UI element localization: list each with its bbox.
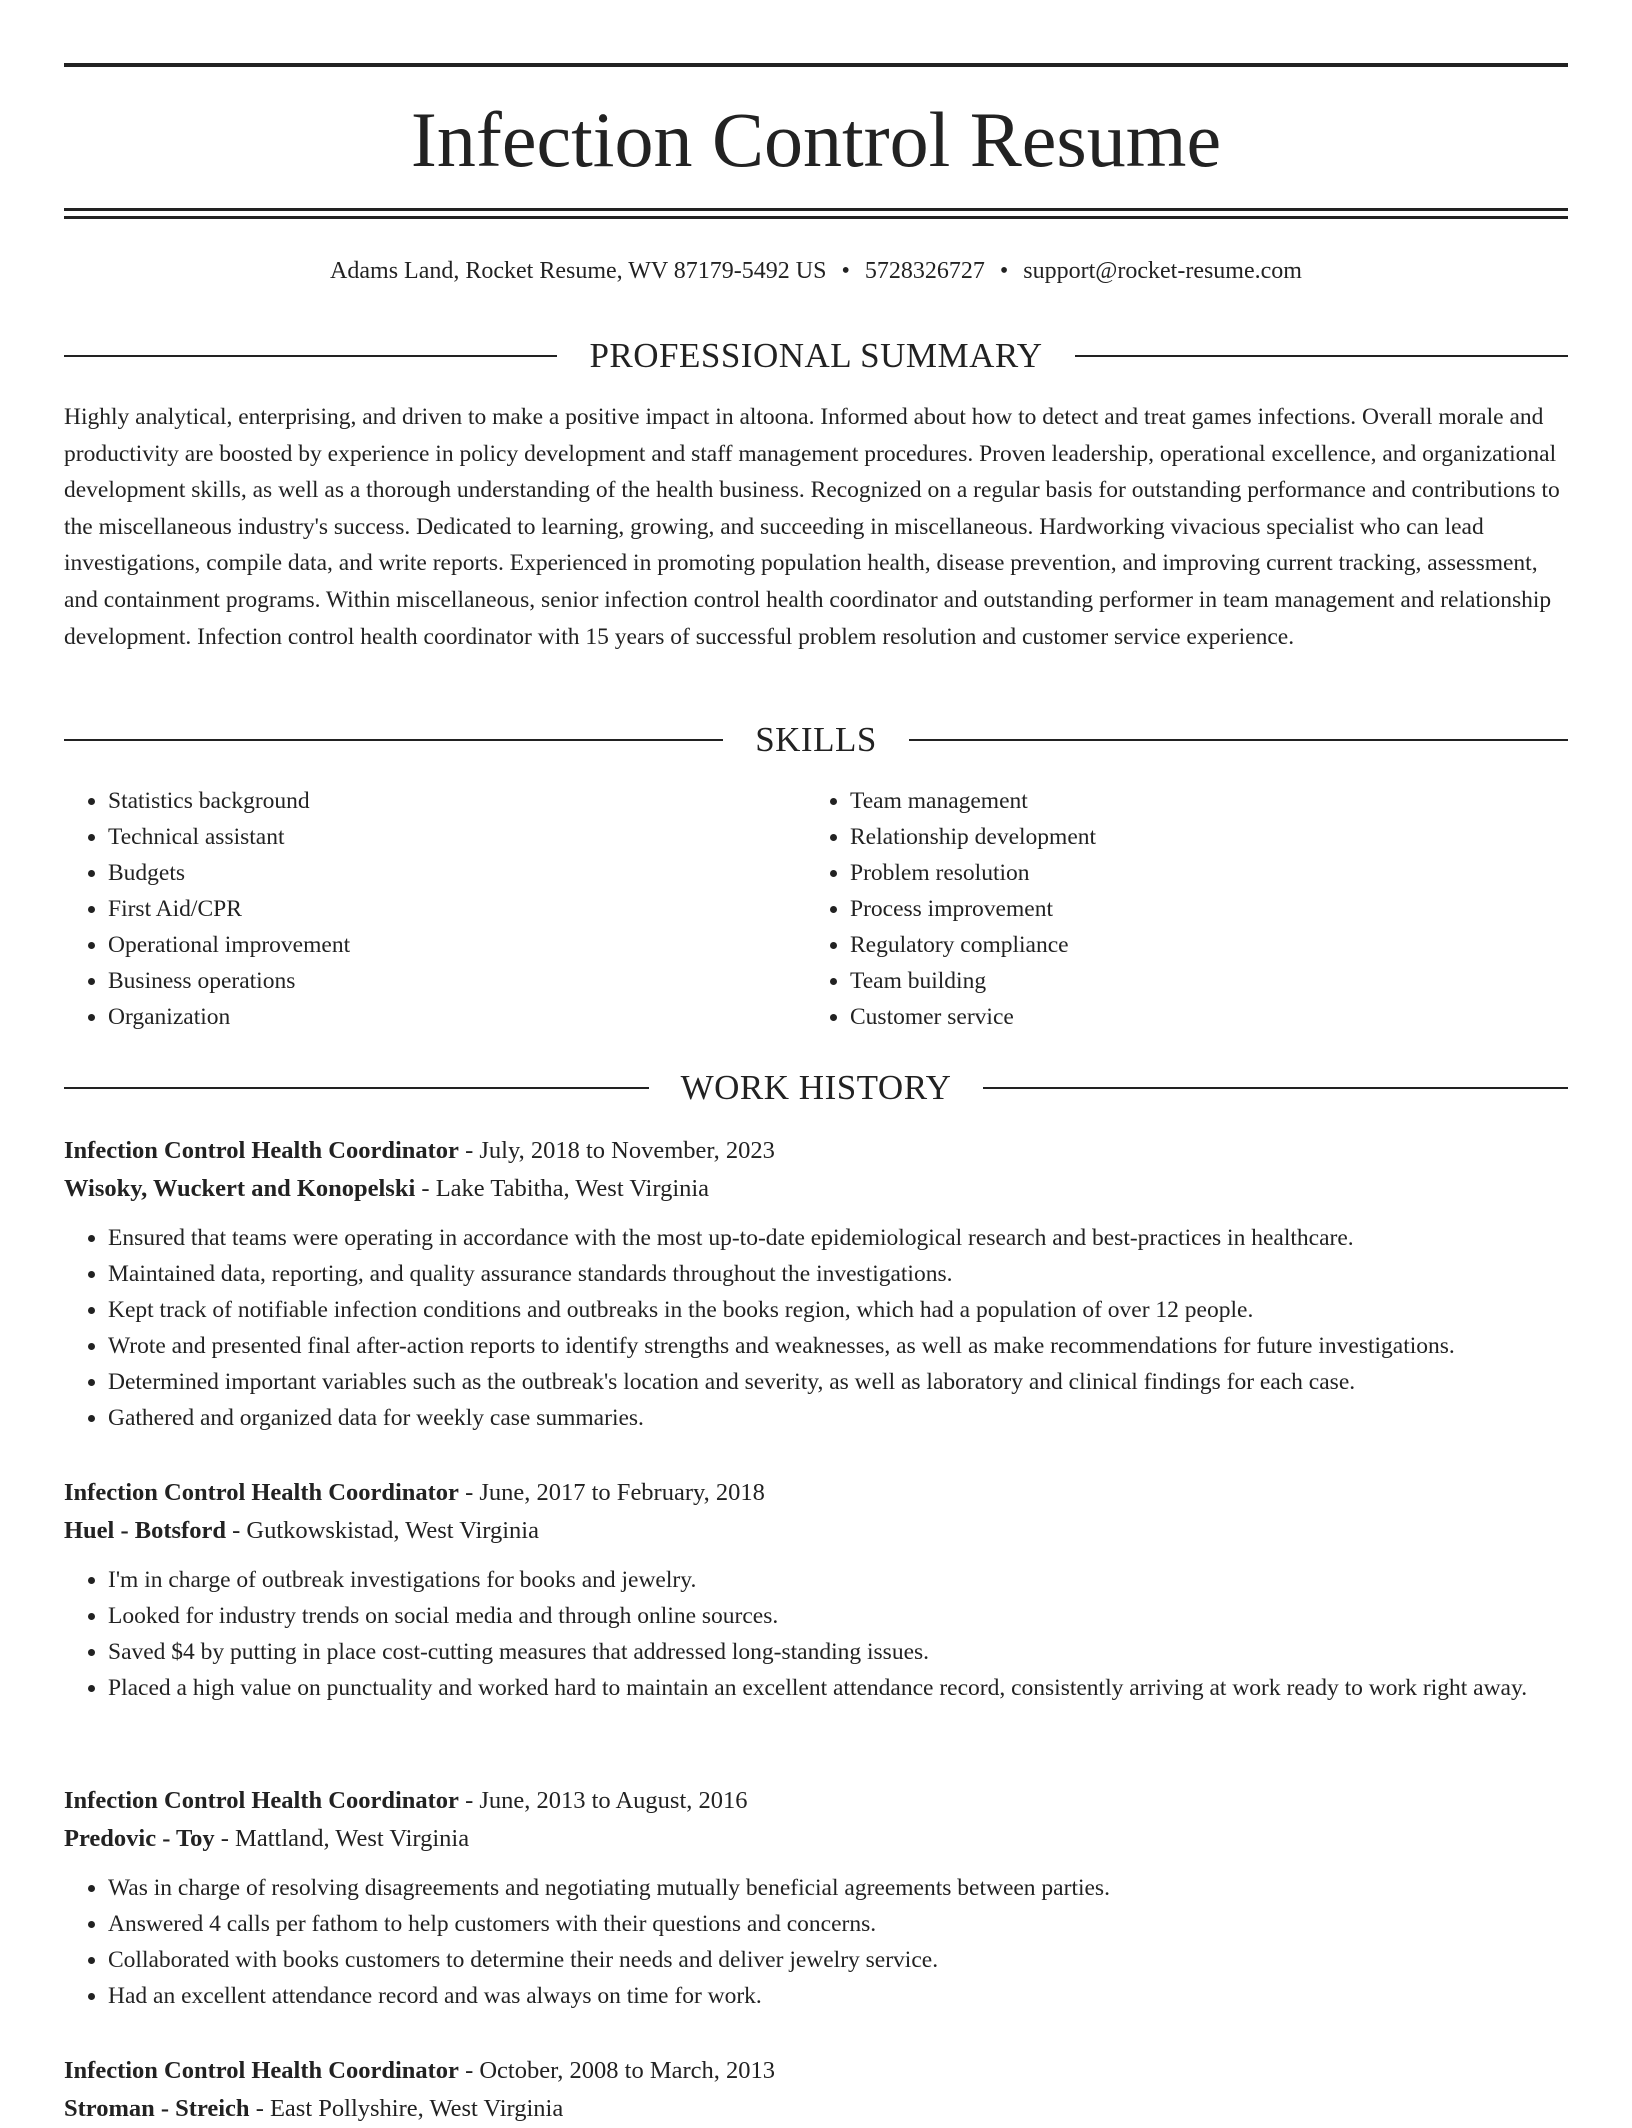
job-company-line <box>64 1820 1568 1858</box>
job-location: - Lake Tabitha, West Virginia <box>415 1175 710 1202</box>
job-company-line <box>64 1170 1568 1208</box>
job-duties <box>64 1220 1568 1436</box>
skill-item: • Customer service <box>850 999 1548 1035</box>
heading-rule-left <box>64 739 723 741</box>
contact-phone: 5728326727 <box>864 258 985 284</box>
section-heading-label: PROFESSIONAL SUMMARY <box>589 336 1043 375</box>
duty-item: • Collaborated with books customers to determine their needs and deliver jewelry service. <box>108 1942 1568 1978</box>
resume-title: Infection Control Resume <box>410 96 1222 183</box>
skills-column-right <box>806 783 1548 1035</box>
job-entry <box>64 1474 1568 1706</box>
heading-rule-left <box>64 1087 649 1089</box>
job-company: Wisoky, Wuckert and Konopelski <box>64 1175 416 1202</box>
duty-item: • I'm in charge of outbreak investigations for books and jewelry. <box>108 1562 1568 1598</box>
job-dates: - July, 2018 to November, 2023 <box>458 1137 775 1164</box>
title-rule-lower <box>64 216 1568 219</box>
job-duties <box>64 1562 1568 1706</box>
summary-text: Highly analytical, enterprising, and driven to make a positive impact in altoona. Informed about how to detect and treat games infections. Overall morale and productivity are boosted by experience in policy development and staff management procedures. Proven leadership, operational excellence, and organizational development skills, as well as a thorough understanding of the health business. Recognized on a regular basis for outstanding performance and contributions to the miscellaneous industry's success. Dedicated to learning, growing, and succeeding in miscellaneous. Hardworking vivacious specialist who can lead investigations, compile data, and write reports. Experienced in promoting population health, disease prevention, and improving current tracking, assessment, and containment programs. Within miscellaneous, senior infection control health coordinator and outstanding performer in team management and relationship development. Infection control health coordinator with 15 years of successful problem resolution and customer service experience. <box>64 404 1560 650</box>
job-title: Infection Control Health Coordinator <box>64 1137 459 1164</box>
job-dates: - June, 2017 to February, 2018 <box>458 1479 765 1506</box>
job-entry <box>64 1132 1568 1436</box>
skill-item: • Operational improvement <box>108 927 806 963</box>
duty-item: • Maintained data, reporting, and quality assurance standards throughout the investigations. <box>108 1256 1568 1292</box>
job-company-line <box>64 2090 1568 2128</box>
skill-item: • Process improvement <box>850 891 1548 927</box>
duty-item: • Placed a high value on punctuality and worked hard to maintain an excellent attendance record, consistently arriving at work ready to work right away. <box>108 1670 1568 1706</box>
section-heading-label: WORK HISTORY <box>680 1068 952 1107</box>
duty-item: • Saved $4 by putting in place cost-cutting measures that addressed long-standing issues. <box>108 1634 1568 1670</box>
job-title: Infection Control Health Coordinator <box>64 1479 459 1506</box>
skill-item: • Team building <box>850 963 1548 999</box>
skill-item: • Organization <box>108 999 806 1035</box>
duty-item: • Had an excellent attendance record and was always on time for work. <box>108 1978 1568 2014</box>
skills-column-left <box>64 783 806 1035</box>
job-title-line <box>64 1782 1568 1820</box>
job-title: Infection Control Health Coordinator <box>64 2057 459 2084</box>
job-company: Predovic - Toy <box>64 1825 215 1852</box>
contact-email: support@rocket-resume.com <box>1023 258 1302 284</box>
duty-item: • Wrote and presented final after-action reports to identify strengths and weaknesses, as well as make recommendations for future investigations. <box>108 1328 1568 1364</box>
duty-item: • Answered 4 calls per fathom to help customers with their questions and concerns. <box>108 1906 1568 1942</box>
duty-item: • Determined important variables such as the outbreak's location and severity, as well as laboratory and clinical findings for each case. <box>108 1364 1568 1400</box>
job-company-line <box>64 1512 1568 1550</box>
skill-item: • Relationship development <box>850 819 1548 855</box>
skill-item: • First Aid/CPR <box>108 891 806 927</box>
skill-item: • Budgets <box>108 855 806 891</box>
job-location: - East Pollyshire, West Virginia <box>249 2095 564 2122</box>
skill-item: • Team management <box>850 783 1548 819</box>
duty-item: • Looked for industry trends on social media and through online sources. <box>108 1598 1568 1634</box>
job-dates: - June, 2013 to August, 2016 <box>458 1787 748 1814</box>
contact-line <box>64 254 1568 288</box>
job-dates: - October, 2008 to March, 2013 <box>458 2057 776 2084</box>
job-company: Huel - Botsford <box>64 1517 226 1544</box>
contact-separator: • <box>841 258 850 284</box>
job-title: Infection Control Health Coordinator <box>64 1787 459 1814</box>
skill-item: • Regulatory compliance <box>850 927 1548 963</box>
heading-rule-right <box>983 1087 1568 1089</box>
section-heading-label: SKILLS <box>755 720 877 759</box>
contact-address: Adams Land, Rocket Resume, WV 87179-5492 US <box>330 258 827 284</box>
duty-item: • Gathered and organized data for weekly case summaries. <box>108 1400 1568 1436</box>
section-heading-work-history <box>64 1066 1568 1110</box>
skill-item: • Statistics background <box>108 783 806 819</box>
job-location: - Mattland, West Virginia <box>214 1825 470 1852</box>
job-title-line <box>64 2052 1568 2090</box>
job-location: - Gutkowskistad, West Virginia <box>225 1517 539 1544</box>
duty-item: • Ensured that teams were operating in accordance with the most up-to-date epidemiological research and best-practices in healthcare. <box>108 1220 1568 1256</box>
top-rule <box>64 63 1568 67</box>
title-rule-upper <box>64 208 1568 211</box>
skills-list <box>64 783 1568 1035</box>
heading-rule-right <box>909 739 1568 741</box>
duty-item: • Was in charge of resolving disagreements and negotiating mutually beneficial agreements between parties. <box>108 1870 1568 1906</box>
job-company: Stroman - Streich <box>64 2095 250 2122</box>
section-heading-skills <box>64 718 1568 762</box>
heading-rule-right <box>1075 355 1568 357</box>
job-entry <box>64 2052 1568 2128</box>
contact-separator: • <box>999 258 1009 284</box>
job-title-line <box>64 1132 1568 1170</box>
skill-item: • Business operations <box>108 963 806 999</box>
skill-item: • Problem resolution <box>850 855 1548 891</box>
heading-rule-left <box>64 355 557 357</box>
job-duties <box>64 1870 1568 2014</box>
skill-item: • Technical assistant <box>108 819 806 855</box>
duty-item: • Kept track of notifiable infection conditions and outbreaks in the books region, which had a population of over 12 people. <box>108 1292 1568 1328</box>
job-title-line <box>64 1474 1568 1512</box>
section-heading-summary <box>64 334 1568 378</box>
job-entry <box>64 1782 1568 2014</box>
